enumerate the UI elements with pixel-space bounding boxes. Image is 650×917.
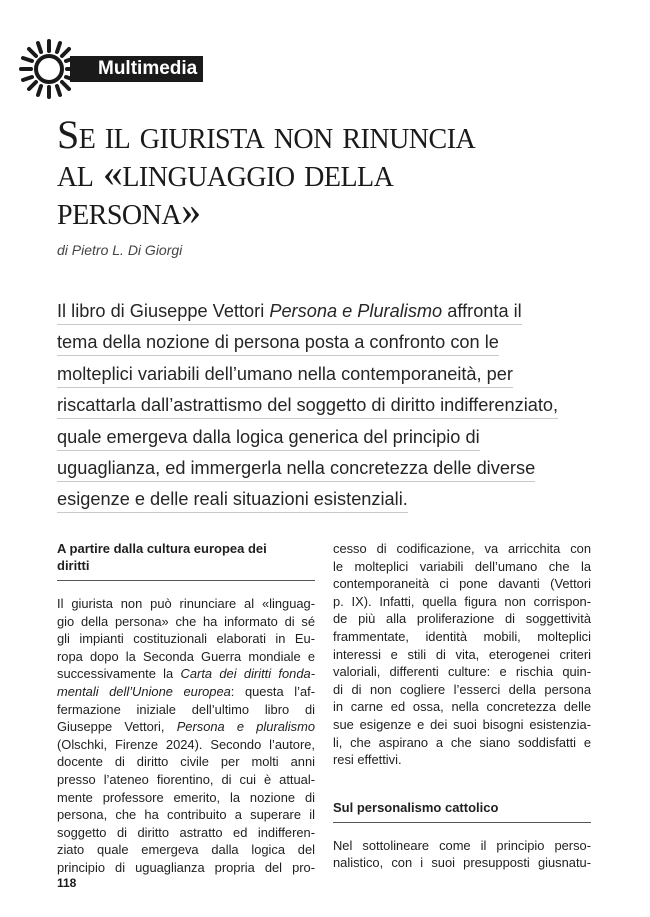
lead-line: molteplici variabili dell’umano nella contemporaneità, per	[57, 359, 617, 390]
text-line: resi effettivi.	[333, 752, 402, 768]
text-line: gio della persona» che ha informato di sé	[57, 613, 315, 629]
text-line: di di non cogliere l’esserci della persona	[333, 681, 591, 697]
text-line: (Olschki, Firenze 2024). Secondo l’autore,	[57, 736, 315, 752]
text-line: de più alla proliferazione di soggettività	[333, 611, 591, 627]
lead-line: Il libro di Giuseppe Vettori Persona e Pluralismo affronta il	[57, 296, 617, 327]
lead-line: tema della nozione di persona posta a confronto con le	[57, 327, 617, 358]
text-line: valoriali, differenti culture: e rischia quin-	[333, 664, 591, 680]
body-text	[333, 837, 591, 872]
text-line: nalistico, con i suoi presupposti giusnatu-	[333, 855, 591, 871]
lead-line: quale emergeva dalla logica generica del principio di	[57, 422, 617, 453]
body-text	[57, 595, 315, 877]
title-line: Se il giurista non rinuncia	[57, 112, 476, 157]
text-line: in carne ed ossa, nella concretezza delle	[333, 699, 591, 715]
subheading-line: A partire dalla cultura europea dei	[57, 541, 267, 556]
subheading	[57, 540, 315, 581]
text-line: presso l’ateneo fiorentino, di cui è attual-	[57, 771, 315, 787]
text-line: mentali dell’Unione europea: questa l’af-	[57, 683, 315, 699]
text-line: contemporaneità ci pone davanti (Vettori	[333, 576, 591, 592]
text-line: gli impianti costituzionali elaborati in Eu-	[57, 631, 315, 647]
text-line: successivamente la Carta dei diritti fonda-	[57, 666, 315, 682]
lead-line: uguaglianza, ed immergerla nella concretezza delle diverse	[57, 453, 617, 484]
subheading: Sul personalismo cattolico	[333, 799, 591, 823]
text-line: soggetto di diritto astratto ed indifferen-	[57, 824, 315, 840]
section-label: Multimedia	[70, 56, 203, 82]
title-line: persona»	[57, 188, 201, 233]
subheading-line: diritti	[57, 558, 90, 573]
text-line: Nel sottolineare come il principio perso-	[333, 837, 591, 853]
lead-paragraph	[57, 296, 617, 516]
section-badge	[18, 38, 198, 100]
text-line: ziato quale emergeva dalla logica del	[57, 842, 315, 858]
title-line: al «linguaggio della	[57, 150, 394, 195]
text-line: sue esigenze e dei suoi bisogni esistenzia-	[333, 716, 591, 732]
lead-line: riscattarla dall’astrattismo del soggetto di diritto indifferenziato,	[57, 390, 617, 421]
byline: di Pietro L. Di Giorgi	[57, 242, 183, 258]
column-left	[57, 540, 315, 877]
lead-line: esigenze e delle reali situazioni esistenziali.	[57, 484, 617, 515]
text-line: principio di uguaglianza propria del pro-	[57, 859, 315, 875]
text-line: cesso di codificazione, va arricchita con	[333, 541, 591, 556]
column-right	[333, 540, 591, 872]
text-line: le molteplici variabili dell’umano che la	[333, 558, 591, 574]
text-line: docente di diritto civile per molti anni	[57, 754, 315, 770]
text-line: mente professore emerito, la nozione di	[57, 789, 315, 805]
text-line: p. IX). Infatti, quella figura non corrispon-	[333, 593, 591, 609]
text-line: fermazione iniziale dell’ultimo libro di	[57, 701, 315, 717]
text-line: frammentate, identità mobili, molteplici	[333, 628, 591, 644]
page-number: 118	[57, 876, 77, 890]
text-line: li, che aspirano a che siano soddisfatti e	[333, 734, 591, 750]
text-line: Giuseppe Vettori, Persona e pluralismo	[57, 719, 315, 735]
text-line: persona, che ha contribuito a superare il	[57, 807, 315, 823]
text-line: ropa dopo la Seconda Guerra mondiale e	[57, 648, 315, 664]
text-line: Il giurista non può rinunciare al «linguag-	[57, 596, 315, 611]
article-title	[57, 112, 627, 233]
body-text	[333, 540, 591, 769]
text-line: interessi e stili di vita, eterogenei criteri	[333, 646, 591, 662]
